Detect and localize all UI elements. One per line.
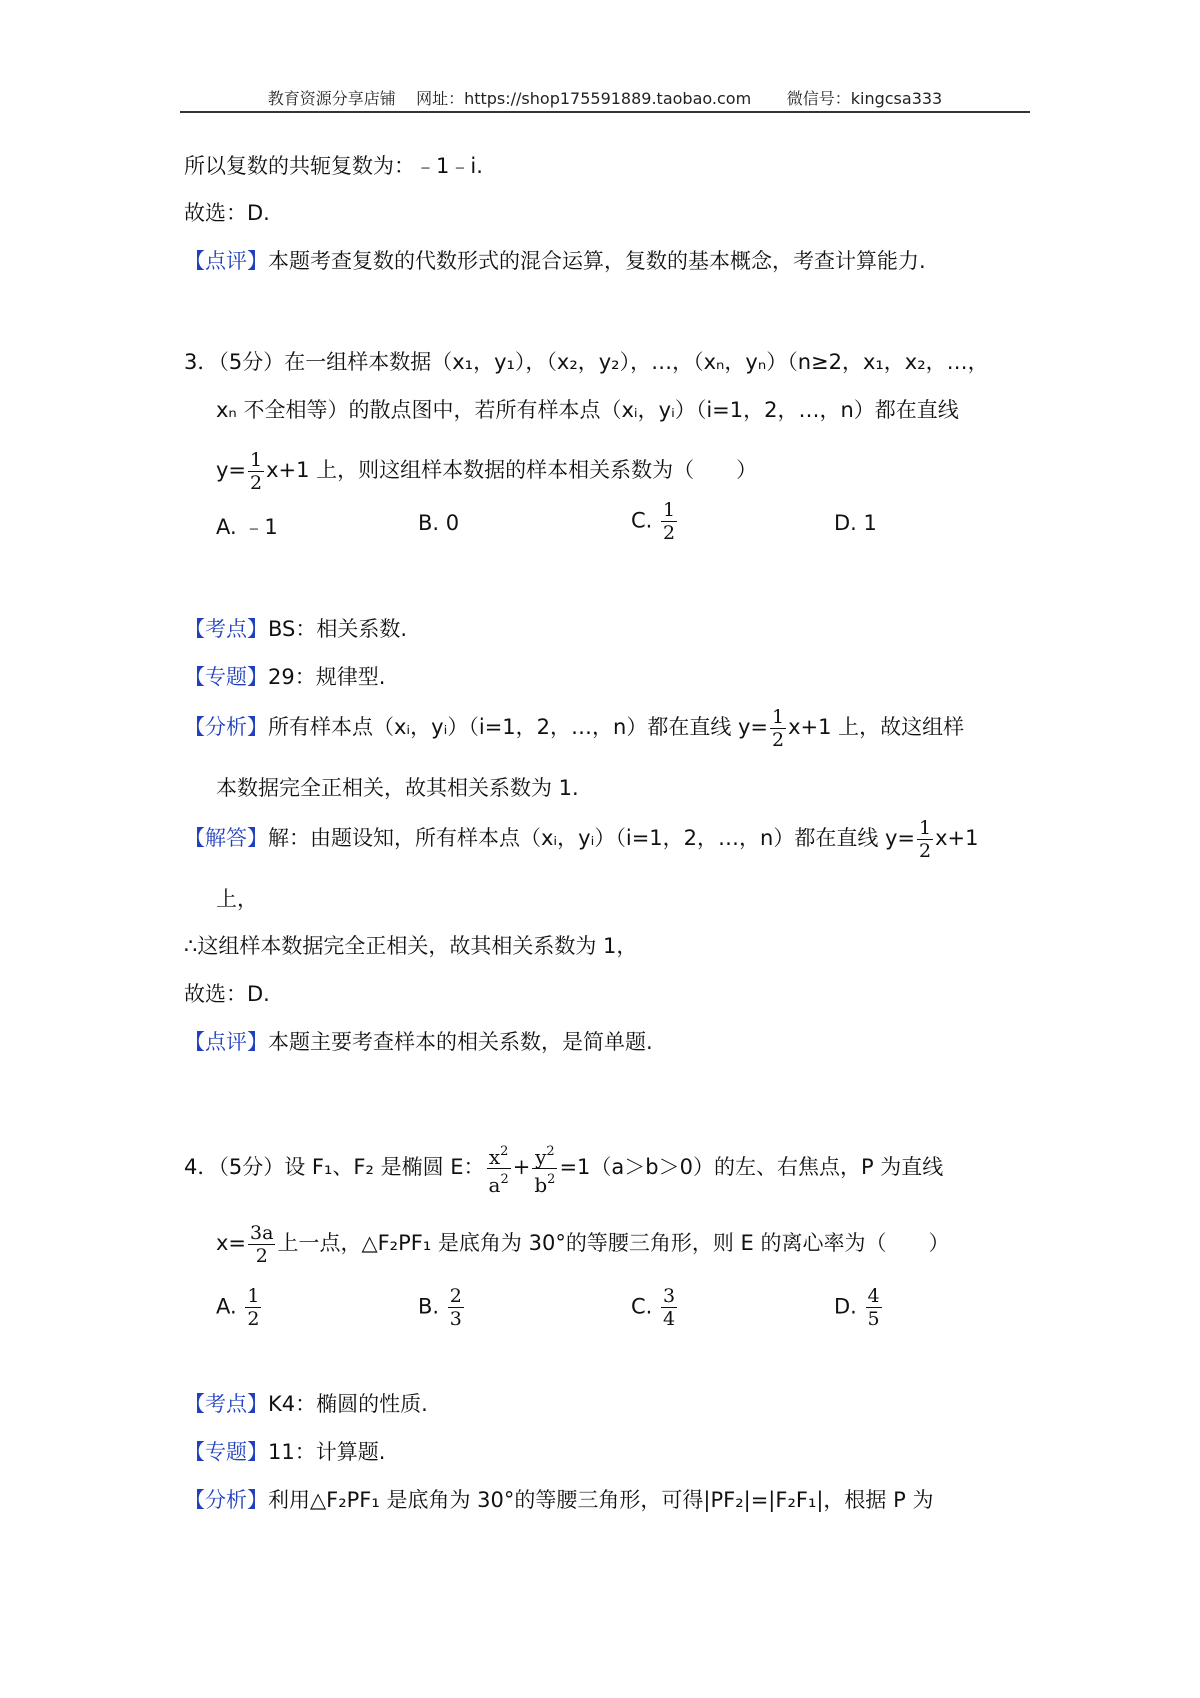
dianping-text: 本题主要考查样本的相关系数，是简单题. [268, 1030, 653, 1054]
fenxi-text: 利用△F₂PF₁ 是底角为 30°的等腰三角形，可得|PF₂|=|F₂F₁|，根据 P 为 [268, 1488, 934, 1512]
fenxi-tag: 【分析】 [184, 1488, 268, 1512]
q3-option-b: B. 0 [418, 511, 460, 535]
q4-stem-tail: =1（a＞b＞0）的左、右焦点，P 为直线 [559, 1155, 944, 1179]
header-rule [180, 111, 1030, 113]
q3-stem-line-2: xₙ 不全相等）的散点图中，若所有样本点（xᵢ，yᵢ）（i=1，2，…，n）都在直线 [216, 398, 959, 422]
q3-option-c [631, 500, 679, 543]
q4-fenxi-line [184, 1486, 933, 1514]
q4-option-b-fraction: $\frac{2}{3}$ [449, 1285, 462, 1330]
q3-stem-tail: x+1 上，则这组样本数据的样本相关系数为（ ） [266, 458, 758, 482]
zhuanti-text: 29：规律型. [268, 665, 386, 689]
kaodian-tag: 【考点】 [184, 1392, 268, 1416]
q4-stem-tail-2: 上一点，△F₂PF₁ 是底角为 30°的等腰三角形，则 E 的离心率为（ ） [277, 1231, 950, 1255]
q3-option-a: A. ﹣1 [216, 515, 278, 539]
q4-option-d: D. $\frac{4}{5}$ [834, 1285, 880, 1330]
dianping-tag: 【点评】 [184, 1030, 268, 1054]
comment-tag: 【点评】 [184, 249, 268, 273]
option-c-label: C. [631, 508, 653, 533]
q4-stem-line-2 [216, 1217, 949, 1269]
fraction-3a-over-2: $\frac{3a}{2}$ [250, 1221, 274, 1267]
q3-stem-line-1: 3．（5分）在一组样本数据（x₁，y₁），（x₂，y₂），…，（xₙ，yₙ）（n≥2，x₁，x₂，…， [184, 350, 989, 374]
q3-zhuanti-line [184, 663, 385, 691]
q4-stem-head: 4．（5分）设 F₁、F₂ 是椭圆 E： [184, 1155, 485, 1179]
q3-kaodian-line [184, 615, 407, 643]
q4-option-b: B. $\frac{2}{3}$ [418, 1285, 462, 1330]
q3-fenxi-line-2: 本数据完全正相关，故其相关系数为 1. [216, 776, 579, 800]
zhuanti-tag: 【专题】 [184, 665, 268, 689]
header-text: 教育资源分享店铺 网址：https://shop175591889.taobao.com 微信号：kingcsa333 [267, 89, 943, 108]
fenxi-fraction: $\frac{1}{2}$ [772, 705, 785, 751]
q3-jieda-line-1 [184, 812, 979, 864]
jieda-text-tail: x+1 [935, 826, 979, 850]
jieda-fraction: $\frac{1}{2}$ [919, 816, 932, 862]
fenxi-text: 所有样本点（xᵢ，yᵢ）（i=1，2，…，n）都在直线 y= [268, 715, 769, 739]
q3-stem-line-3 [216, 444, 757, 496]
fraction-y2-over-b2: $\frac{y^2}{b^2}$ [534, 1143, 556, 1197]
zhuanti-tag: 【专题】 [184, 1440, 268, 1464]
jieda-text: 解：由题设知，所有样本点（xᵢ，yᵢ）（i=1，2，…，n）都在直线 y= [268, 826, 916, 850]
q4-option-c-fraction: $\frac{3}{4}$ [663, 1285, 676, 1330]
fenxi-tag: 【分析】 [184, 715, 268, 739]
q4-option-d-fraction: $\frac{4}{5}$ [867, 1285, 880, 1330]
q2-conjugate-line: 所以复数的共轭复数为：﹣1﹣i. [184, 154, 483, 178]
fraction-one-half: $\frac{1}{2}$ [250, 448, 263, 494]
kaodian-tag: 【考点】 [184, 617, 268, 641]
fraction-x2-over-a2: $\frac{x^2}{a^2}$ [488, 1143, 509, 1197]
zhuanti-text: 11：计算题. [268, 1440, 386, 1464]
kaodian-text: K4：椭圆的性质. [268, 1392, 428, 1416]
q3-jieda-line-4: 故选：D. [184, 982, 270, 1006]
q4-x-eq: x= [216, 1231, 247, 1255]
q2-answer-line: 故选：D. [184, 201, 270, 225]
q3-jieda-line-3: ∴这组样本数据完全正相关，故其相关系数为 1， [184, 934, 638, 958]
q3-dianping-line [184, 1028, 653, 1056]
q4-option-c: C. $\frac{3}{4}$ [631, 1285, 676, 1330]
kaodian-text: BS：相关系数. [268, 617, 408, 641]
option-c-fraction: $\frac{1}{2}$ [663, 499, 676, 544]
q3-fenxi-line-1 [184, 701, 964, 753]
jieda-tag: 【解答】 [184, 826, 268, 850]
q3-jieda-line-2: 上， [216, 887, 258, 911]
q4-option-a: A. $\frac{1}{2}$ [216, 1285, 260, 1330]
comment-text: 本题考查复数的代数形式的混合运算，复数的基本概念，考查计算能力. [268, 249, 926, 273]
q2-comment-line [184, 247, 926, 275]
q4-option-a-fraction: $\frac{1}{2}$ [247, 1285, 260, 1330]
q3-y-eq: y= [216, 458, 247, 482]
q4-stem-line-1: 4．（5分）设 F₁、F₂ 是椭圆 E： $\frac{x^2}{a^2}$ + $\frac{y^2}{b^2}$ =1（a＞b＞0）的左、右焦点，P 为直线 [184, 1143, 944, 1197]
q4-zhuanti-line [184, 1438, 385, 1466]
q4-kaodian-line [184, 1390, 428, 1418]
fenxi-text-tail: x+1 上，故这组样 [788, 715, 965, 739]
q3-option-d: D. 1 [834, 511, 877, 535]
